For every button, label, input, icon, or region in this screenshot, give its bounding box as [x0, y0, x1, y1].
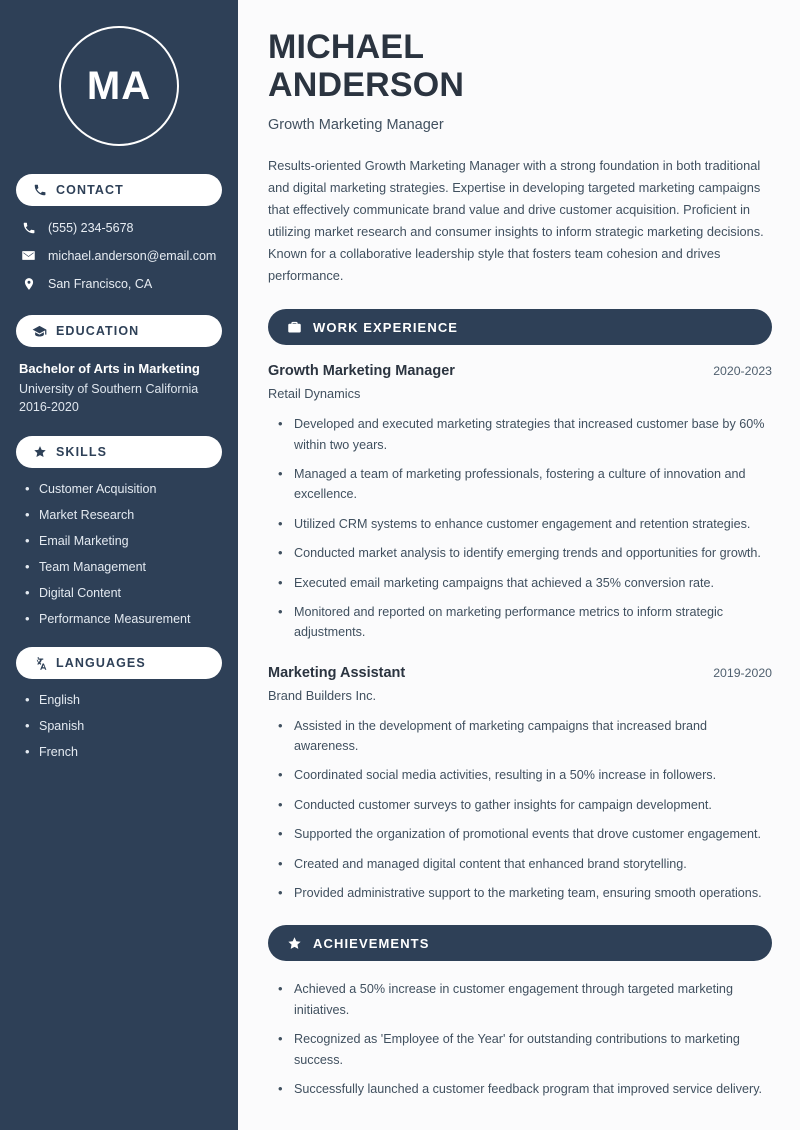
sidebar-section-contact	[16, 174, 222, 206]
list-item: • Digital Content	[25, 586, 222, 601]
sidebar-section-languages-label: LANGUAGES	[56, 656, 146, 670]
envelope-icon	[21, 248, 36, 263]
avatar-wrapper	[16, 26, 222, 146]
list-item: • Provided administrative support to the marketing team, ensuring smooth operations.	[278, 883, 772, 903]
profile-summary: Results-oriented Growth Marketing Manager with a strong foundation in both traditional and digital marketing strategies. Expertise in developing targeted marketing campaigns that effectively communicate brand value and drive customer acquisition. Proficient in utilizing market research and consumer insights to inform strategic marketing decisions. Known for a collaborative leadership style that fosters team cohesion and drives performance.	[268, 158, 764, 284]
list-item: • Conducted market analysis to identify emerging trends and opportunities for growth.	[278, 543, 772, 563]
job-header	[268, 363, 772, 379]
section-header-work-experience	[268, 309, 772, 345]
sidebar-section-contact-label: CONTACT	[56, 183, 124, 197]
contact-phone: (555) 234-5678	[48, 220, 134, 235]
list-item: • Developed and executed marketing strategies that increased customer base by 60% within two years.	[278, 414, 772, 455]
last-name: ANDERSON	[268, 66, 465, 105]
phone-icon	[21, 220, 36, 235]
list-item: • Utilized CRM systems to enhance customer engagement and retention strategies.	[278, 514, 772, 534]
list-item: • Executed email marketing campaigns that achieved a 35% conversion rate.	[278, 573, 772, 593]
main-content	[238, 0, 800, 1130]
section-header-achievements	[268, 925, 772, 961]
first-name: MICHAEL	[268, 28, 425, 66]
sidebar	[0, 0, 238, 1130]
map-pin-icon	[21, 276, 36, 291]
list-item: • Assisted in the development of marketing campaigns that increased brand awareness.	[278, 716, 772, 757]
contact-email: michael.anderson@email.com	[48, 248, 217, 263]
job-bullets	[268, 716, 772, 904]
list-item: • French	[25, 745, 222, 760]
achievements-list	[268, 979, 772, 1099]
phone-icon	[32, 183, 47, 198]
list-item: • Managed a team of marketing professionals, fostering a culture of innovation and excellence.	[278, 464, 772, 505]
graduation-cap-icon	[32, 324, 47, 339]
languages-list	[16, 693, 222, 760]
sidebar-section-education	[16, 315, 222, 347]
skills-list	[16, 482, 222, 627]
section-header-achievements-label: ACHIEVEMENTS	[313, 935, 430, 951]
list-item: • Team Management	[25, 560, 222, 575]
list-item: • Email Marketing	[25, 534, 222, 549]
list-item: • Market Research	[25, 508, 222, 523]
job-dates: 2020-2023	[713, 364, 772, 379]
list-item: • Created and managed digital content that enhanced brand storytelling.	[278, 854, 772, 874]
job-role-subtitle: Growth Marketing Manager	[268, 117, 444, 134]
translate-icon	[32, 656, 47, 671]
contact-email-row	[16, 248, 222, 263]
list-item: • Coordinated social media activities, resulting in a 50% increase in followers.	[278, 765, 772, 785]
job-entry	[268, 665, 772, 904]
education-degree: Bachelor of Arts in Marketing	[19, 361, 200, 376]
list-item: • Monitored and reported on marketing performance metrics to inform strategic adjustments.	[278, 602, 772, 643]
job-bullets	[268, 414, 772, 643]
page-title	[268, 28, 772, 104]
avatar: MA	[59, 26, 179, 146]
sidebar-section-education-label: EDUCATION	[56, 324, 140, 338]
star-icon	[32, 445, 47, 460]
contact-phone-row	[16, 220, 222, 235]
list-item: • Customer Acquisition	[25, 482, 222, 497]
list-item: • Achieved a 50% increase in customer engagement through targeted marketing initiatives.	[278, 979, 772, 1020]
contact-location: San Francisco, CA	[48, 276, 153, 291]
list-item: • Recognized as 'Employee of the Year' for outstanding contributions to marketing success.	[278, 1029, 772, 1070]
list-item: • Performance Measurement	[25, 612, 222, 627]
education-entry	[16, 361, 222, 414]
list-item: • Successfully launched a customer feedback program that improved service delivery.	[278, 1079, 772, 1099]
job-company: Brand Builders Inc.	[268, 687, 377, 703]
list-item: • English	[25, 693, 222, 708]
list-item: • Spanish	[25, 719, 222, 734]
education-dates: 2016-2020	[19, 400, 79, 414]
job-company: Retail Dynamics	[268, 386, 361, 402]
sidebar-section-languages	[16, 647, 222, 679]
education-school: University of Southern California	[19, 382, 199, 396]
sidebar-section-skills	[16, 436, 222, 468]
star-icon	[286, 935, 302, 951]
job-dates: 2019-2020	[713, 665, 772, 680]
list-item: • Conducted customer surveys to gather insights for campaign development.	[278, 795, 772, 815]
sidebar-section-skills-label: SKILLS	[56, 445, 108, 459]
job-entry	[268, 363, 772, 643]
list-item: • Supported the organization of promotional events that drove customer engagement.	[278, 824, 772, 844]
job-header	[268, 665, 772, 681]
job-title: Growth Marketing Manager	[268, 363, 455, 380]
section-header-work-experience-label: WORK EXPERIENCE	[313, 319, 459, 335]
contact-location-row	[16, 276, 222, 291]
job-title: Marketing Assistant	[268, 664, 406, 681]
briefcase-icon	[286, 319, 302, 335]
